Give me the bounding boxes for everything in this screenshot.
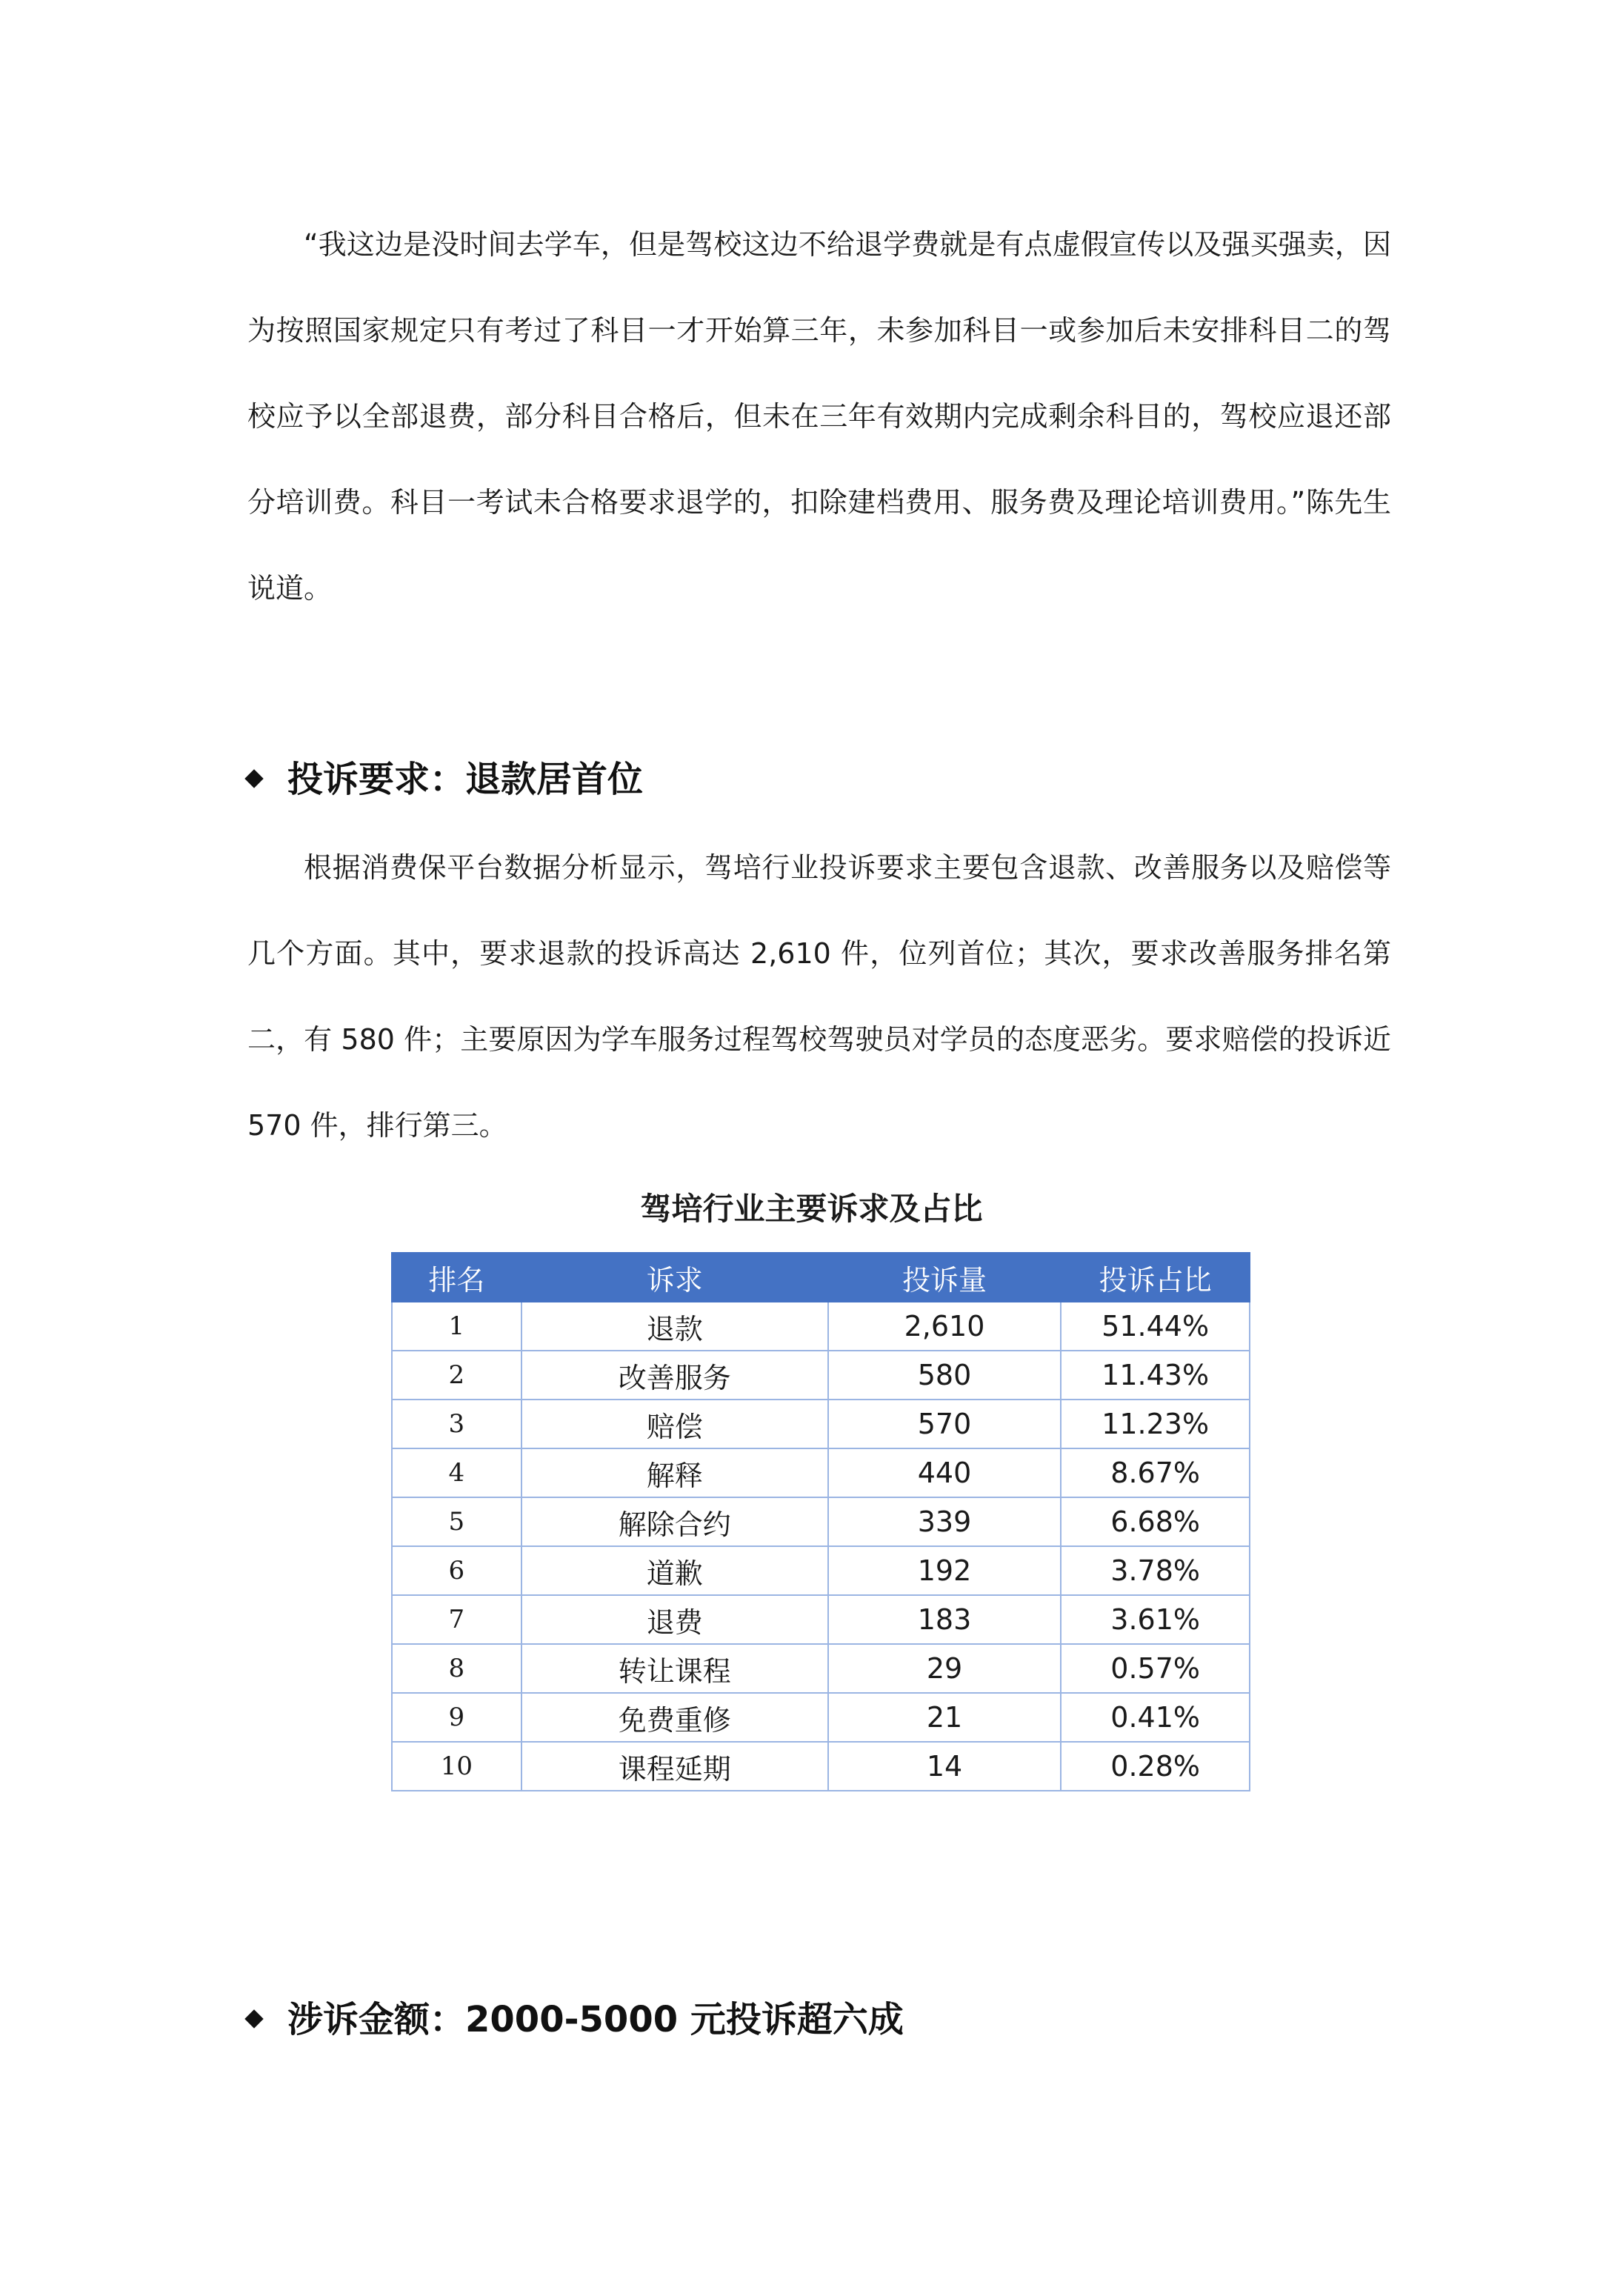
header-share: 投诉占比 [1061,1253,1250,1302]
table-row [392,1448,1250,1497]
header-rank: 排名 [392,1253,521,1302]
cell-rank: 7 [392,1595,521,1644]
table-row [392,1302,1250,1351]
cell-count: 192 [828,1546,1062,1595]
cell-share: 3.78% [1061,1546,1250,1595]
cell-count: 21 [828,1693,1062,1742]
cell-share: 0.57% [1061,1644,1250,1693]
quote-paragraph: “我这边是没时间去学车，但是驾校这边不给退学费就是有点虚假宣传以及强买强卖，因为按照国家规定只有考过了科目一才开始算三年，未参加科目一或参加后未安排科目二的驾校应予以全部退费，部分科目合格后，但未在三年有效期内完成剩余科目的，驾校应退还部分培训费。科目一考试未合格要求退学的，扣除建档费用、服务费及理论培训费用。”陈先生说道。 [247,228,1391,605]
cell-share: 51.44% [1061,1302,1250,1351]
table-row [392,1497,1250,1546]
table-title: 驾培行业主要诉求及占比 [640,1191,983,1227]
cell-rank: 3 [392,1400,521,1448]
cell-rank: 2 [392,1351,521,1400]
table-row [392,1400,1250,1448]
table-row [392,1546,1250,1595]
cell-count: 14 [828,1742,1062,1791]
header-demand: 诉求 [521,1253,828,1302]
cell-share: 8.67% [1061,1448,1250,1497]
cell-count: 29 [828,1644,1062,1693]
header-count: 投诉量 [828,1253,1062,1302]
cell-count: 570 [828,1400,1062,1448]
cell-share: 0.28% [1061,1742,1250,1791]
section-heading-text: 投诉要求：退款居首位 [287,759,644,800]
section-heading-text: 涉诉金额：2000-5000 元投诉超六成 [287,1999,904,2040]
cell-rank: 4 [392,1448,521,1497]
cell-rank: 8 [392,1644,521,1693]
cell-demand: 课程延期 [521,1742,828,1791]
cell-share: 0.41% [1061,1693,1250,1742]
cell-demand: 解释 [521,1448,828,1497]
cell-demand: 解除合约 [521,1497,828,1546]
cell-demand: 转让课程 [521,1644,828,1693]
analysis-paragraph: 根据消费保平台数据分析显示，驾培行业投诉要求主要包含退款、改善服务以及赔偿等几个方面。其中，要求退款的投诉高达 2,610 件，位列首位；其次，要求改善服务排名第二，有 580 件；主要原因为学车服务过程驾校驾驶员对学员的态度恶劣。要求赔偿的投诉近 570 件，排行第三。 [247,851,1391,1142]
cell-demand: 免费重修 [521,1693,828,1742]
cell-count: 440 [828,1448,1062,1497]
diamond-bullet-icon [244,2009,263,2028]
table-row [392,1595,1250,1644]
cell-count: 339 [828,1497,1062,1546]
table-row [392,1693,1250,1742]
section-heading-complaint-requests [247,757,643,802]
table-row [392,1742,1250,1791]
table-row [392,1351,1250,1400]
cell-share: 6.68% [1061,1497,1250,1546]
cell-demand: 改善服务 [521,1351,828,1400]
diamond-bullet-icon [244,769,263,788]
cell-demand: 退费 [521,1595,828,1644]
cell-rank: 10 [392,1742,521,1791]
cell-count: 580 [828,1351,1062,1400]
table-row [392,1644,1250,1693]
complaint-table [391,1252,1250,1791]
cell-count: 183 [828,1595,1062,1644]
section-heading-complaint-amount [247,1997,904,2042]
cell-demand: 退款 [521,1302,828,1351]
cell-rank: 6 [392,1546,521,1595]
cell-demand: 道歉 [521,1546,828,1595]
cell-share: 11.23% [1061,1400,1250,1448]
cell-share: 3.61% [1061,1595,1250,1644]
table-header-row [392,1253,1250,1302]
cell-share: 11.43% [1061,1351,1250,1400]
cell-demand: 赔偿 [521,1400,828,1448]
cell-rank: 9 [392,1693,521,1742]
cell-rank: 1 [392,1302,521,1351]
cell-count: 2,610 [828,1302,1062,1351]
cell-rank: 5 [392,1497,521,1546]
